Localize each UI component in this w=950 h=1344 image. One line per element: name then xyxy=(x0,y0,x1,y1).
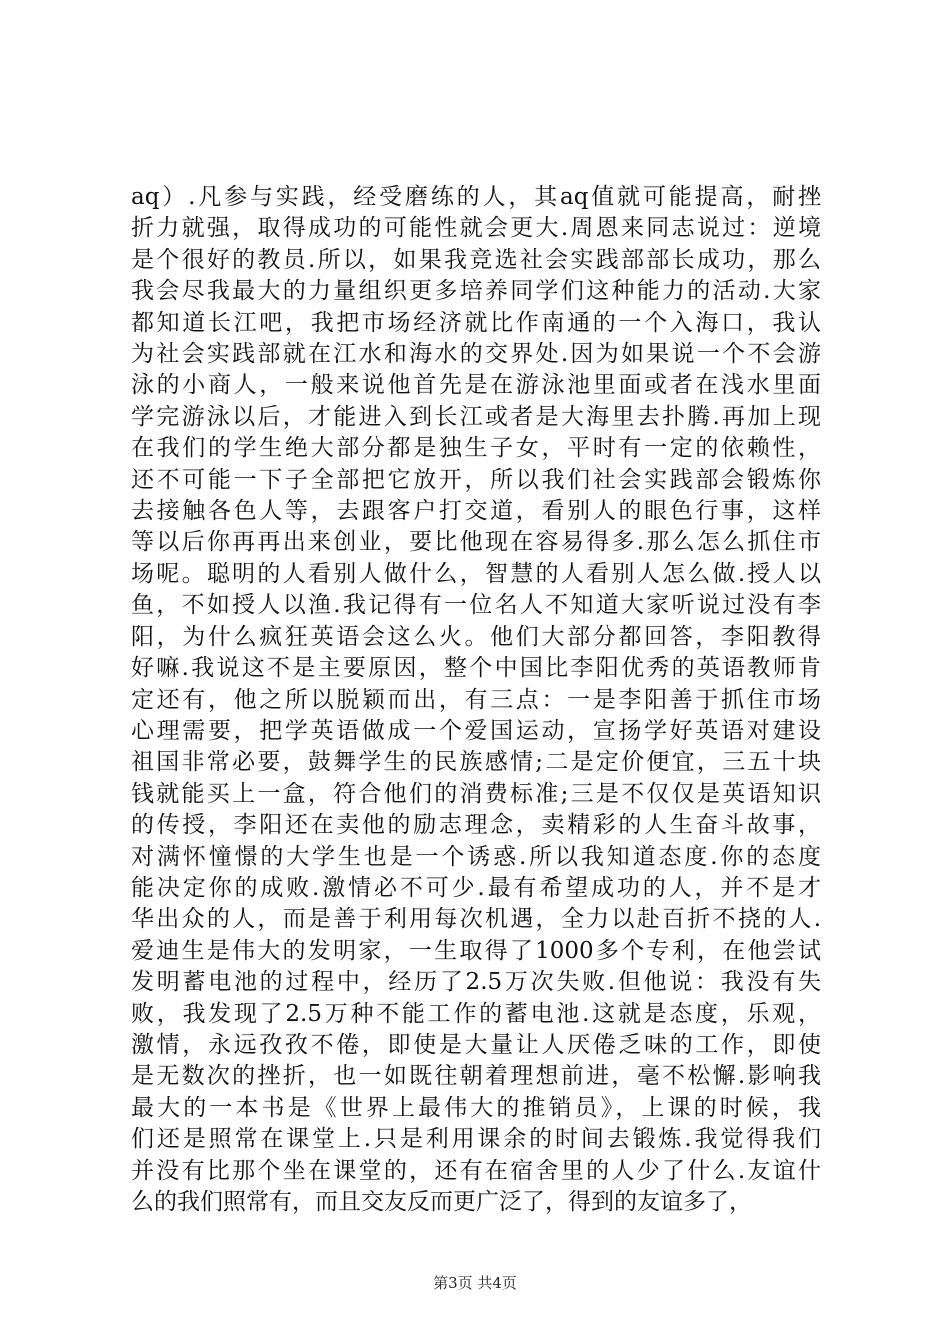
text-line: 败，我发现了2.5万种不能工作的蓄电池.这就是态度，乐观， xyxy=(131,1000,821,1027)
text-line: 鱼，不如授人以渔.我记得有一位名人不知道大家听说过没有李 xyxy=(131,592,821,619)
text-line: 去接触各色人等，去跟客户打交道，看别人的眼色行事，这样 xyxy=(131,498,821,525)
text-line: 还不可能一下子全部把它放开，所以我们社会实践部会锻炼你 xyxy=(131,466,821,493)
text-line: 定还有，他之所以脱颖而出，有三点：一是李阳善于抓住市场 xyxy=(131,686,821,713)
text-line: 都知道长江吧，我把市场经济就比作南通的一个入海口，我认 xyxy=(131,309,821,336)
text-line: 阳，为什么疯狂英语会这么火。他们大部分都回答，李阳教得 xyxy=(131,623,821,650)
text-line: 么的我们照常有，而且交友反而更广泛了，得到的友谊多了， xyxy=(131,1189,752,1215)
text-line: 是无数次的挫折，也一如既往朝着理想前进，毫不松懈.影响我 xyxy=(131,1063,821,1090)
text-line: 祖国非常必要，鼓舞学生的民族感情;二是定价便宜，三五十块 xyxy=(131,749,821,776)
text-line: 场呢。聪明的人看别人做什么，智慧的人看别人怎么做.授人以 xyxy=(131,560,821,587)
text-line: aq）.凡参与实践，经受磨练的人，其aq值就可能提高，耐挫 xyxy=(131,184,821,210)
text-line: 学完游泳以后，才能进入到长江或者是大海里去扑腾.再加上现 xyxy=(131,403,821,430)
text-line: 并没有比那个坐在课堂的，还有在宿舍里的人少了什么.友谊什 xyxy=(131,1157,821,1184)
text-line: 的传授，李阳还在卖他的励志理念，卖精彩的人生奋斗故事， xyxy=(131,812,821,839)
text-line: 发明蓄电池的过程中，经历了2.5万次失败.但他说：我没有失 xyxy=(131,969,821,996)
text-line: 能决定你的成败.激情必不可少.最有希望成功的人，并不是才 xyxy=(131,874,821,901)
text-line: 折力就强，取得成功的可能性就会更大.周恩来同志说过：逆境 xyxy=(131,215,821,242)
text-line: 华出众的人，而是善于利用每次机遇，全力以赴百折不挠的人. xyxy=(131,906,821,933)
text-line: 们还是照常在课堂上.只是利用课余的时间去锻炼.我觉得我们 xyxy=(131,1126,821,1153)
text-line: 泳的小商人，一般来说他首先是在游泳池里面或者在浅水里面 xyxy=(131,372,821,399)
text-line: 我会尽我最大的力量组织更多培养同学们这种能力的活动.大家 xyxy=(131,278,821,305)
text-line: 好嘛.我说这不是主要原因，整个中国比李阳优秀的英语教师肯 xyxy=(131,655,821,682)
body-text xyxy=(131,182,821,1218)
text-line: 等以后你再再出来创业，要比他现在容易得多.那么怎么抓住市 xyxy=(131,529,821,556)
text-line: 激情，永远孜孜不倦，即使是大量让人厌倦乏味的工作，即使 xyxy=(131,1031,821,1058)
text-line: 最大的一本书是《世界上最伟大的推销员》，上课的时候，我 xyxy=(131,1094,821,1121)
text-line: 在我们的学生绝大部分都是独生子女，平时有一定的依赖性， xyxy=(131,435,821,462)
text-line: 对满怀憧憬的大学生也是一个诱惑.所以我知道态度.你的态度 xyxy=(131,843,821,870)
text-line: 钱就能买上一盒，符合他们的消费标准;三是不仅仅是英语知识 xyxy=(131,780,821,807)
text-line: 是个很好的教员.所以，如果我竞选社会实践部部长成功，那么 xyxy=(131,246,821,273)
text-line: 心理需要，把学英语做成一个爱国运动，宣扬学好英语对建设 xyxy=(131,717,821,744)
page-footer: 第3页 共4页 xyxy=(433,1274,517,1292)
text-line: 爱迪生是伟大的发明家，一生取得了1000多个专利，在他尝试 xyxy=(131,937,821,964)
text-line: 为社会实践部就在江水和海水的交界处.因为如果说一个不会游 xyxy=(131,341,821,368)
